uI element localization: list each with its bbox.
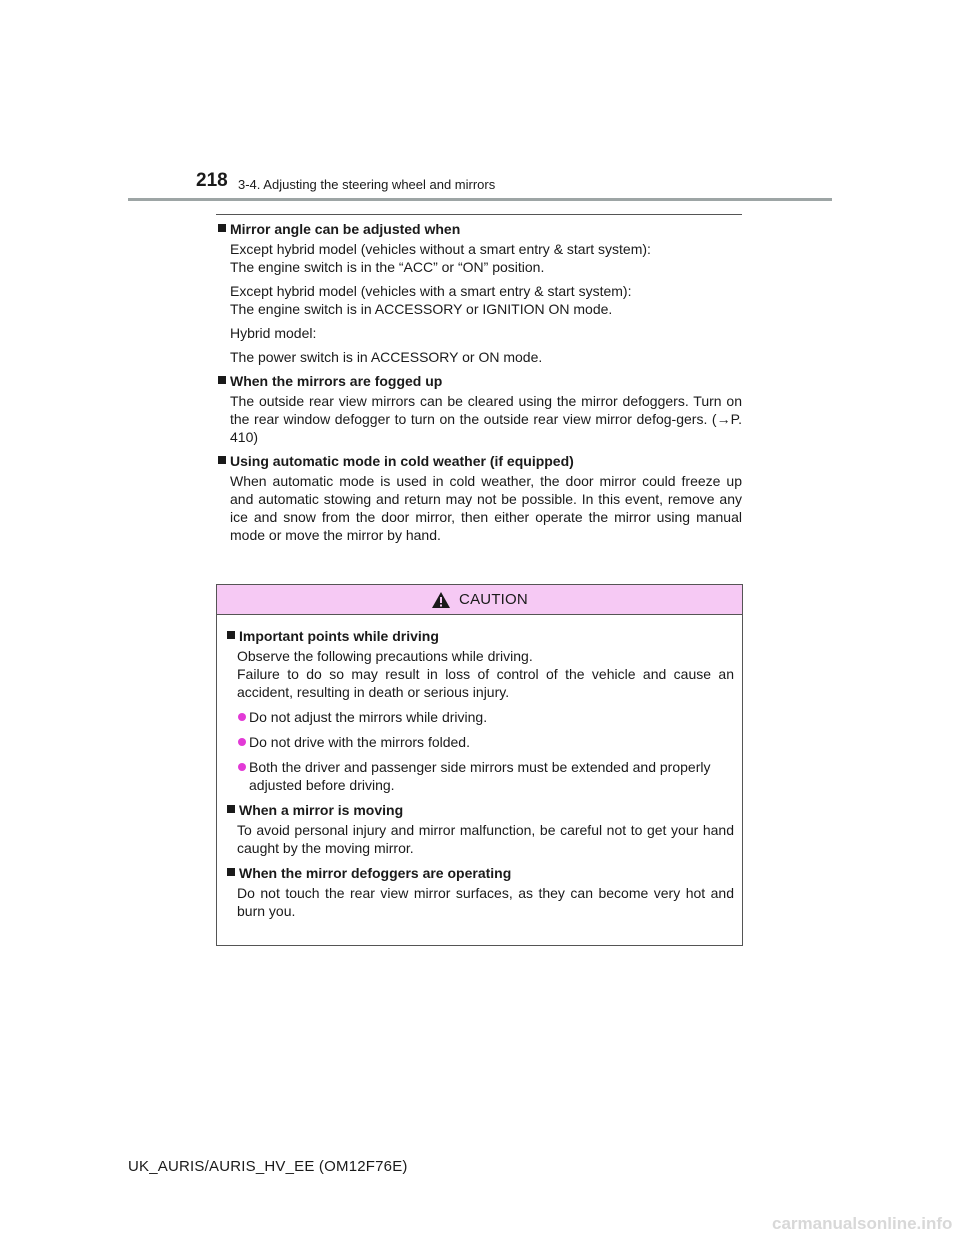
caution-paragraph: To avoid personal injury and mirror malfunction, be careful not to get your hand caught by the moving mirror. — [237, 822, 734, 856]
square-bullet-icon — [227, 631, 235, 639]
dot-bullet-icon — [238, 738, 246, 746]
caution-bullet — [225, 758, 734, 794]
watermark: carmanualsonline.info — [772, 1214, 953, 1233]
square-bullet-icon — [227, 868, 235, 876]
content-rule — [216, 214, 742, 215]
note-paragraph: Hybrid model: — [230, 325, 317, 341]
caution-bullet — [225, 708, 734, 726]
square-bullet-icon — [218, 224, 226, 232]
note-fogged-up — [216, 372, 742, 446]
note-heading: Mirror angle can be adjusted when — [230, 221, 461, 237]
caution-header — [217, 585, 742, 615]
caution-heading: When the mirror defoggers are operating — [239, 865, 512, 881]
warning-triangle-icon — [431, 591, 451, 609]
caution-bullet — [225, 733, 734, 751]
note-paragraph: When automatic mode is used in cold weather, the door mirror could freeze up and automatic stowing and return may not be possible. In this event, remove any ice and snow from the door mirror, then either operate the mirror using manual mode or move the mirror by hand. — [230, 473, 742, 543]
bullet-text: Do not drive with the mirrors folded. — [249, 734, 470, 750]
model-code-footer: UK_AURIS/AURIS_HV_EE (OM12F76E) — [128, 1158, 408, 1175]
note-mirror-angle — [216, 220, 742, 366]
note-paragraph: Except hybrid model (vehicles without a smart entry & start system): The engine switch is in the “ACC” or “ON” position. — [230, 241, 651, 275]
note-heading: When the mirrors are fogged up — [230, 373, 443, 389]
page-number: 218 — [196, 170, 228, 191]
bullet-text: Do not adjust the mirrors while driving. — [249, 709, 488, 725]
square-bullet-icon — [227, 805, 235, 813]
section-title: 3-4. Adjusting the steering wheel and mirrors — [238, 177, 496, 192]
caution-heading: Important points while driving — [239, 628, 439, 644]
note-paragraph: The outside rear view mirrors can be cleared using the mirror defoggers. Turn on the rear window defogger to turn on the outside rear view mirror defog-gers. (→P. 410) — [230, 393, 742, 445]
caution-paragraph: Observe the following precautions while driving. Failure to do so may result in loss of control of the vehicle and cause an accident, resulting in death or serious injury. — [237, 648, 734, 700]
caution-paragraph: Do not touch the rear view mirror surfaces, as they can become very hot and burn you. — [237, 885, 734, 919]
bullet-text: Both the driver and passenger side mirrors must be extended and properly adjusted before driving. — [249, 759, 711, 793]
dot-bullet-icon — [238, 763, 246, 771]
caution-title: CAUTION — [459, 590, 528, 608]
dot-bullet-icon — [238, 713, 246, 721]
caution-body — [217, 615, 742, 920]
note-heading: Using automatic mode in cold weather (if equipped) — [230, 453, 574, 469]
notes-section — [216, 220, 742, 550]
square-bullet-icon — [218, 376, 226, 384]
note-paragraph: Except hybrid model (vehicles with a smart entry & start system): The engine switch is in ACCESSORY or IGNITION ON mode. — [230, 283, 632, 317]
caution-heading: When a mirror is moving — [239, 802, 404, 818]
caution-box — [216, 584, 743, 946]
header-rule — [128, 198, 832, 201]
note-paragraph: The power switch is in ACCESSORY or ON mode. — [230, 349, 543, 365]
note-cold-weather — [216, 452, 742, 544]
square-bullet-icon — [218, 456, 226, 464]
